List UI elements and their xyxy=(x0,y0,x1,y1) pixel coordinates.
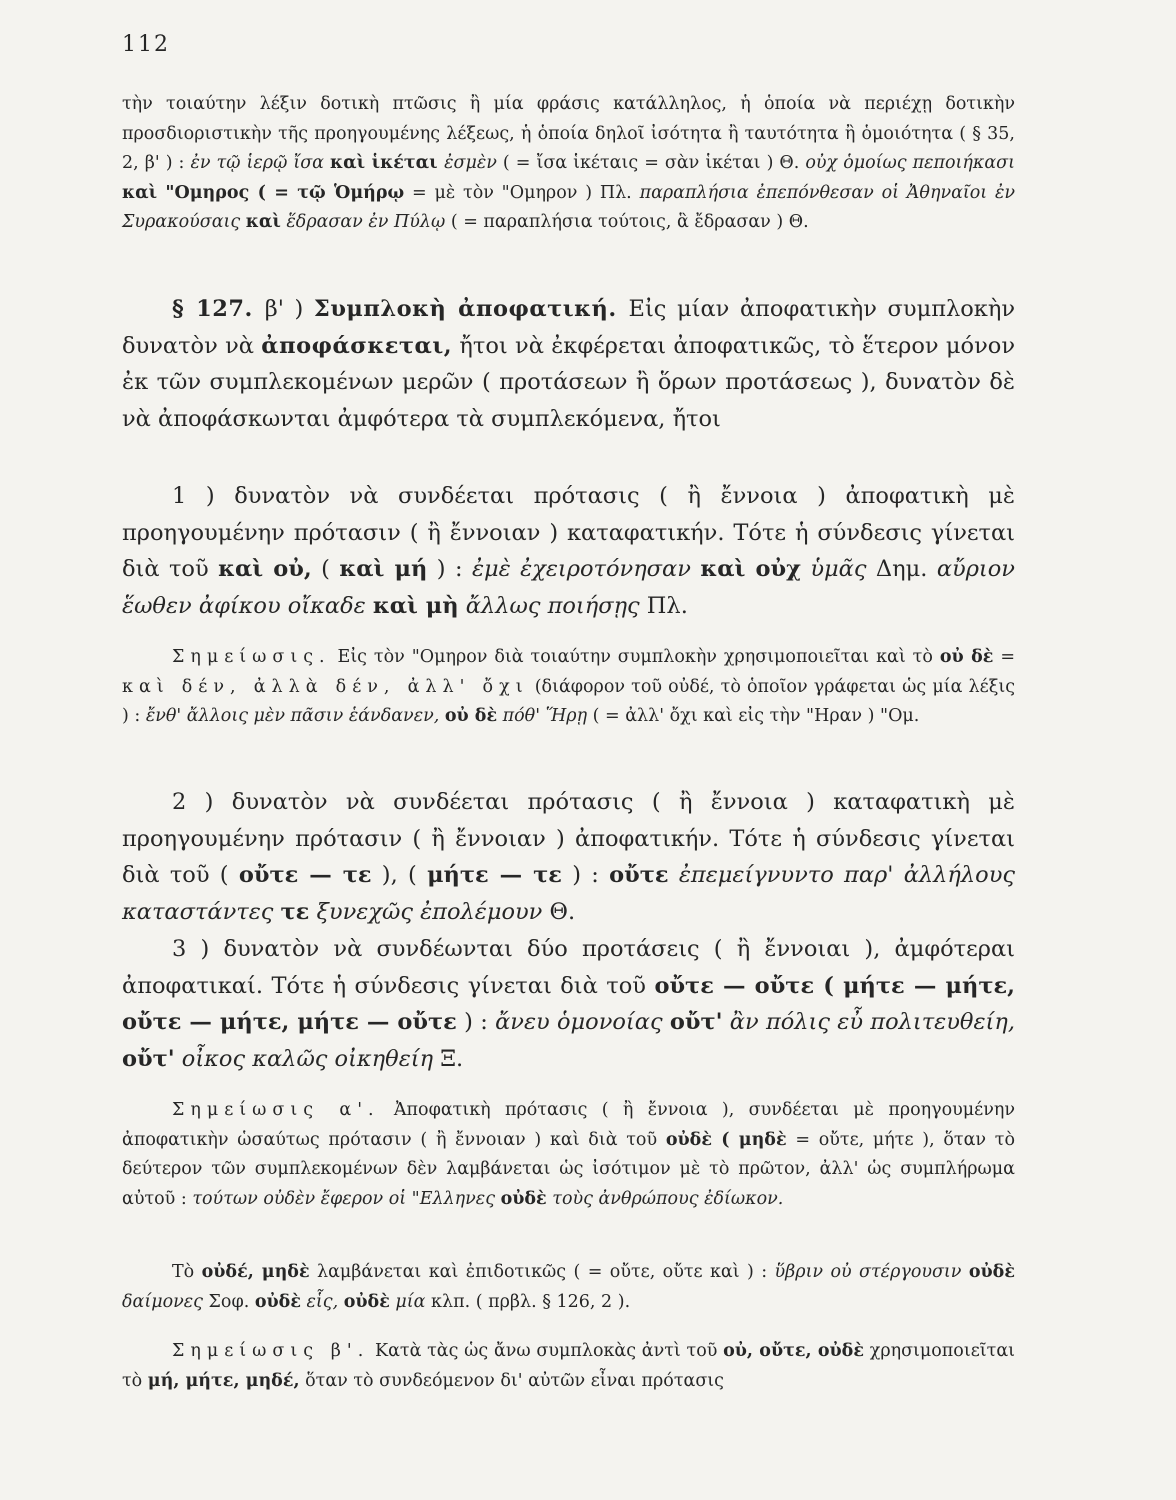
text-run: Σοφ. xyxy=(202,1291,255,1312)
example-quote: ἐμὲ ἐχειροτόνησαν xyxy=(471,556,701,582)
example-quote: ἕδρασαν ἐν Πύλῳ xyxy=(280,212,446,232)
example-quote: ἐπεμείγνυντο παρ' ἀλλήλους καταστάντες xyxy=(122,862,1015,925)
example-quote: οἶκος καλῶς οἰκηθείη xyxy=(174,1045,434,1072)
spaced-text: καὶ δέν, ἀλλὰ δέν, ἀλλ' ὄχι xyxy=(122,676,529,697)
example-quote: πόθ' Ἥρῃ xyxy=(497,706,588,726)
text-run: = xyxy=(993,647,1016,667)
text-run: ( xyxy=(311,556,340,582)
example-quote: δαίμονες xyxy=(122,1291,203,1312)
text-run: = μὲ τὸν "Ομηρον ) Πλ. xyxy=(404,182,640,203)
keyword: οὐδέ, μηδὲ xyxy=(201,1262,310,1282)
text-run: Κατὰ τὰς ὡς ἄνω συμπλοκὰς ἀντὶ τοῦ xyxy=(369,1341,724,1361)
text-run: ) : xyxy=(456,1009,496,1035)
text-run: = οὔτε, μήτε ), ὅταν τὸ δεύτερον τῶν συμπλεκομένων δὲν λαμβάνεται ὡς ἰσότιμον μὲ τὸ πρῶτον, ἀλλ' ὡς συμπλήρωμα αὐτοῦ : xyxy=(122,1129,1015,1209)
keyword: οὐ δὲ xyxy=(444,706,498,726)
note-label: Σημείωσις. xyxy=(172,647,331,667)
example-quote: τούτων οὐδὲν ἔφερον οἱ "Ελληνες xyxy=(192,1188,501,1209)
example-quote: ξυνεχῶς ἐπολέμουν xyxy=(309,898,543,925)
text-run: ( = ἀλλ' ὄχι καὶ εἰς τὴν "Ηραν ) "Ομ. xyxy=(587,706,920,726)
text-run: 2 ) δυνατὸν νὰ συνδέεται πρότασις ( ἢ ἔννοια ) καταφατικὴ μὲ προηγουμένην πρότασιν ( ἢ ἔννοιαν ) ἀποφατικήν. Τότε ἡ σύνδεσις γίνεται διὰ τοῦ ( xyxy=(122,789,1015,888)
text-run: ( = παραπλήσια τούτοις, ἃ ἔδρασαν ) Θ. xyxy=(445,212,809,232)
example-quote: ἂν πόλις εὖ πολιτευθείη, xyxy=(722,1009,1015,1035)
example-quote: ἔνθ' ἄλλοις μὲν πᾶσιν ἑάνδανεν, xyxy=(145,706,445,726)
keyword: οὐδὲ ( μηδὲ xyxy=(665,1129,787,1150)
text-run: 3 ) δυνατὸν νὰ συνδέωνται δύο προτάσεις ( ἢ ἔννοιαι ), ἀμφότεραι ἀποφατικαί. Τότε ἡ σύνδεσις γίνεται διὰ τοῦ xyxy=(122,936,1015,999)
text-run: ) : xyxy=(561,862,610,888)
text-run: Ἀποφατικὴ πρότασις ( ἢ ἔννοια ), συνδέεται μὲ προηγουμένην ἀποφατικὴν ὡσαύτως πρότασιν ( ἢ ἔννοιαν ) καὶ διὰ τοῦ xyxy=(122,1100,1015,1150)
keyword: ἀποφάσκεται, xyxy=(261,332,453,359)
text-run: ὅταν τὸ συνδεόμενον δι' αὐτῶν εἶναι πρότασις xyxy=(299,1370,724,1391)
text-run: β' ) xyxy=(264,296,314,322)
keyword: καὶ οὐχ xyxy=(700,556,801,582)
keyword: καὶ μή xyxy=(339,556,428,582)
text-run: ἤτοι νὰ ἐκφέρεται ἀποφατικῶς, τὸ ἕτερον μόνον ἐκ τῶν συμπλεκομένων μερῶν ( προτάσεων ἢ ὅρων προτάσεως ), δυνατὸν δὲ νὰ ἀποφάσκωνται ἀμφότερα τὰ συμπλεκόμενα, ἤτοι xyxy=(122,332,1016,432)
keyword: καὶ "Ομηρος ( = τῷ Ὁμήρῳ xyxy=(122,182,405,203)
keyword: μήτε — τε xyxy=(427,862,562,888)
text-run: κλπ. ( πρβλ. § 126, 2 ). xyxy=(425,1291,631,1312)
keyword: καὶ μὴ xyxy=(372,592,459,619)
keyword: οὐ, οὔτε, οὐδὲ xyxy=(723,1341,864,1361)
example-quote: παραπλήσια ἐπεπόνθεσαν οἱ Ἀθηναῖοι ἐν Συρακούσαις xyxy=(122,182,1016,232)
text-run: ( = ἴσα ἱκέταις = σὰν ἱκέται ) Θ. xyxy=(496,153,806,173)
section-number: § 127. xyxy=(172,296,265,322)
text-run: Πλ. xyxy=(639,592,688,619)
keyword: οὐδὲ xyxy=(500,1188,547,1209)
text-run: Θ. xyxy=(542,898,576,925)
item-3 xyxy=(122,931,1015,1077)
section-title: Συμπλοκὴ ἀποφατική. xyxy=(313,296,629,322)
example-quote: εἷς, xyxy=(300,1291,344,1312)
text-run: Τὸ xyxy=(172,1262,202,1282)
item-1 xyxy=(122,478,1015,624)
text-run: τὴν τοιαύτην λέξιν δοτικὴ πτῶσις ἢ μία φράσις κατάλληλος, ἡ ὁποία νὰ περιέχῃ δοτικὴν προσδιοριστικὴν τῆς προηγουμένης λέξεως, ἡ ὁποία δηλοῖ ἰσότητα ἢ ταυτότητα ἢ ὁμοιότητα ( § 35, 2, β' ) : xyxy=(122,94,1015,173)
example-quote: τοὺς ἀνθρώπους ἐδίωκον. xyxy=(546,1188,784,1209)
note-1 xyxy=(122,643,1015,732)
text-run: 1 ) δυνατὸν νὰ συνδέεται πρότασις ( ἢ ἔννοια ) ἀποφατικὴ μὲ προηγουμένην πρότασιν ( ἢ ἔννοιαν ) καταφατικήν. Τότε ἡ σύνδεσις γίνεται διὰ τοῦ xyxy=(122,483,1015,582)
example-quote: οὐχ ὁμοίως πεποιήκασι xyxy=(805,153,1015,173)
keyword: καὶ οὐ, xyxy=(218,556,312,582)
text-run: Ξ. xyxy=(433,1045,464,1072)
keyword: καὶ ἱκέται xyxy=(330,153,445,173)
text-run: χρησιμοποιεῖται τὸ xyxy=(122,1341,1015,1391)
keyword: οὔτ' xyxy=(669,1009,723,1035)
example-quote: ἐσμὲν xyxy=(444,153,497,173)
keyword: οὐδὲ xyxy=(968,1262,1015,1282)
example-quote: ὕβριν οὐ στέργουσιν xyxy=(774,1262,969,1282)
keyword: οὐδὲ xyxy=(343,1291,390,1312)
paragraph-continuation xyxy=(122,90,1015,238)
keyword: οὔτ' xyxy=(122,1045,175,1072)
example-quote: μία xyxy=(389,1291,426,1312)
example-quote: ἄλλως ποιήσῃς xyxy=(458,592,640,619)
note-label: Σημείωσις α'. xyxy=(172,1100,380,1120)
note-beta xyxy=(122,1337,1015,1396)
page-number: 112 xyxy=(122,32,170,57)
text-run: λαμβάνεται καὶ ἐπιδοτικῶς ( = οὔτε, οὔτε καὶ ) : xyxy=(309,1262,775,1282)
keyword: οὔτε — τε xyxy=(238,862,372,888)
section-127 xyxy=(122,291,1015,437)
note-alpha xyxy=(122,1096,1015,1214)
example-quote: ὑμᾶς xyxy=(800,556,867,582)
text-run: (διάφορον τοῦ οὐδέ, τὸ ὁποῖον γράφεται ὡς μία λέξις ) : xyxy=(122,676,1015,726)
keyword: μή, μήτε, μηδέ, xyxy=(147,1370,300,1391)
keyword: τε xyxy=(280,898,310,925)
text-run: Εἰς τὸν "Ομηρον διὰ τοιαύτην συμπλοκὴν χρησιμοποιεῖται καὶ τὸ xyxy=(330,647,940,667)
text-run: Εἰς μίαν ἀποφατικὴν συμπλοκὴν δυνατὸν νὰ xyxy=(122,296,1016,359)
note-label: Σημείωσις β'. xyxy=(172,1341,370,1361)
text-run: Δημ. xyxy=(866,556,937,582)
note-alpha-continued xyxy=(122,1258,1015,1317)
keyword: οὐ δὲ xyxy=(939,647,994,667)
keyword: καὶ xyxy=(245,212,281,232)
keyword: οὐδὲ xyxy=(254,1291,301,1312)
keyword: οὔτε — οὔτε ( μήτε — μήτε, οὔτε — μήτε, μήτε — οὔτε xyxy=(122,972,1016,1035)
item-2 xyxy=(122,784,1015,930)
keyword: οὔτε xyxy=(609,862,669,888)
text-run: ) : xyxy=(427,556,472,582)
example-quote: ἄνευ ὁμονοίας xyxy=(495,1009,670,1035)
text-run: ), ( xyxy=(371,862,428,888)
example-quote: αὔριον ἕωθεν ἀφίκου οἴκαδε xyxy=(122,556,1015,619)
example-quote: ἐν τῷ ἱερῷ ἴσα xyxy=(190,153,331,173)
